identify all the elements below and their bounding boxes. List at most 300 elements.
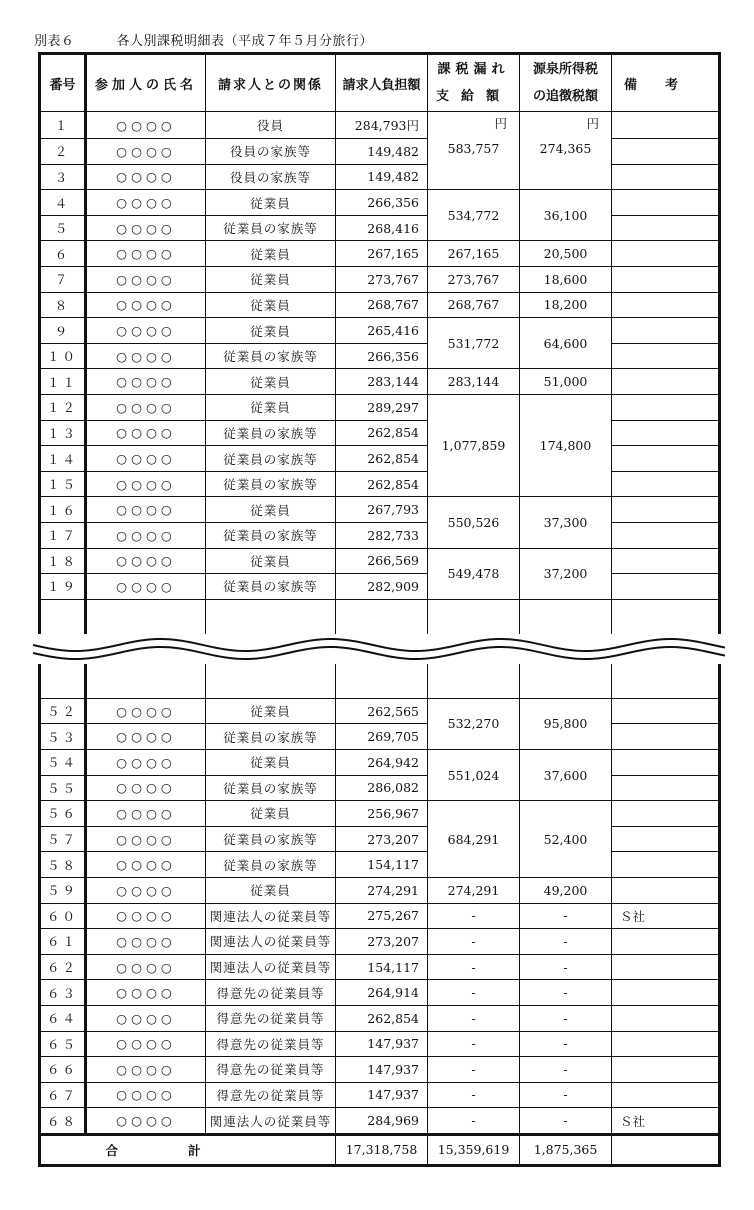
relation-to-claimant: 従業員	[206, 369, 336, 395]
relation-to-claimant: 従業員	[206, 267, 336, 293]
blank-cell	[40, 599, 86, 637]
row-number: １	[40, 112, 86, 139]
remarks-cell	[612, 749, 720, 775]
table-row	[40, 954, 720, 980]
remarks-cell	[612, 548, 720, 574]
participant-name: ○○○○	[86, 497, 206, 523]
remarks-cell	[612, 1057, 720, 1083]
claimant-burden-amount: 149,482	[336, 164, 428, 190]
taxable-amount: 551,024	[428, 749, 520, 800]
row-number: ５４	[40, 749, 86, 775]
claimant-burden-amount: 273,767	[336, 267, 428, 293]
withholding-tax-amount: 37,300	[520, 497, 612, 548]
relation-to-claimant: 役員	[206, 112, 336, 139]
claimant-burden-amount: 262,854	[336, 1005, 428, 1031]
relation-to-claimant: 従業員	[206, 395, 336, 421]
row-number: １７	[40, 523, 86, 549]
claimant-burden-amount: 154,117	[336, 852, 428, 878]
relation-to-claimant: 従業員の家族等	[206, 446, 336, 472]
claimant-burden-amount: 147,937	[336, 1031, 428, 1057]
row-number: １３	[40, 420, 86, 446]
relation-to-claimant: 得意先の従業員等	[206, 1031, 336, 1057]
total-withholding: 1,875,365	[520, 1134, 612, 1165]
remarks-cell	[612, 980, 720, 1006]
participant-name: ○○○○	[86, 826, 206, 852]
table-row	[40, 1108, 720, 1135]
blank-cell	[206, 599, 336, 637]
relation-to-claimant: 関連法人の従業員等	[206, 903, 336, 929]
participant-name: ○○○○	[86, 1005, 206, 1031]
remarks-cell	[612, 523, 720, 549]
participant-name: ○○○○	[86, 980, 206, 1006]
table-row	[40, 164, 720, 190]
participant-name: ○○○○	[86, 903, 206, 929]
taxable-amount: 267,165	[428, 241, 520, 267]
withholding-tax-amount: 18,600	[520, 267, 612, 293]
remarks-cell	[612, 954, 720, 980]
taxable-amount: 1,077,859	[428, 395, 520, 497]
claimant-burden-amount: 266,356	[336, 190, 428, 216]
taxable-amount: -	[428, 980, 520, 1006]
table-row	[40, 395, 720, 421]
relation-to-claimant: 従業員	[206, 749, 336, 775]
row-number: ６４	[40, 1005, 86, 1031]
yen-unit: 円	[428, 112, 520, 139]
header-withholding-line2: の追徴税額	[532, 89, 598, 104]
row-number: ６２	[40, 954, 86, 980]
blank-cell	[206, 661, 336, 699]
taxable-amount: 550,526	[428, 497, 520, 548]
remarks-cell	[612, 446, 720, 472]
row-number: ６０	[40, 903, 86, 929]
remarks-cell	[612, 395, 720, 421]
remarks-cell	[612, 724, 720, 750]
total-label: 合計	[40, 1134, 336, 1165]
relation-to-claimant: 従業員の家族等	[206, 826, 336, 852]
taxable-amount: -	[428, 929, 520, 955]
withholding-tax-amount: -	[520, 954, 612, 980]
remarks-cell	[612, 1031, 720, 1057]
taxable-amount: 684,291	[428, 801, 520, 878]
participant-name: ○○○○	[86, 267, 206, 293]
table-row	[40, 1082, 720, 1108]
row-number: ６６	[40, 1057, 86, 1083]
relation-to-claimant: 従業員	[206, 548, 336, 574]
relation-to-claimant: 関連法人の従業員等	[206, 1108, 336, 1135]
row-number: １４	[40, 446, 86, 472]
remarks-cell	[612, 929, 720, 955]
taxable-amount: 268,767	[428, 292, 520, 318]
row-number: ６１	[40, 929, 86, 955]
table-row	[40, 471, 720, 497]
table-row	[40, 801, 720, 827]
table-row	[40, 929, 720, 955]
relation-to-claimant: 得意先の従業員等	[206, 1082, 336, 1108]
table-row	[40, 980, 720, 1006]
taxable-amount: 273,767	[428, 267, 520, 293]
table-header-row	[40, 54, 720, 112]
table-row	[40, 852, 720, 878]
row-number: ５	[40, 215, 86, 241]
withholding-tax-amount: -	[520, 903, 612, 929]
blank-cell	[86, 661, 206, 699]
participant-name: ○○○○	[86, 292, 206, 318]
withholding-tax-amount: -	[520, 1057, 612, 1083]
participant-name: ○○○○	[86, 877, 206, 903]
table-row	[40, 903, 720, 929]
relation-to-claimant: 従業員の家族等	[206, 852, 336, 878]
withholding-tax-amount: -	[520, 1082, 612, 1108]
claimant-burden-amount: 273,207	[336, 826, 428, 852]
claimant-burden-amount: 147,937	[336, 1082, 428, 1108]
participant-name: ○○○○	[86, 724, 206, 750]
table-row	[40, 112, 720, 139]
claimant-burden-amount: 149,482	[336, 139, 428, 165]
relation-to-claimant: 従業員の家族等	[206, 724, 336, 750]
table-row	[40, 267, 720, 293]
row-number: ７	[40, 267, 86, 293]
total-taxable: 15,359,619	[428, 1134, 520, 1165]
participant-name: ○○○○	[86, 139, 206, 165]
participant-name: ○○○○	[86, 215, 206, 241]
caption-title: 各人別課税明細表（平成７年５月分旅行）	[116, 34, 374, 49]
remarks-cell	[612, 698, 720, 724]
header-name: 参加人の氏名	[86, 54, 206, 112]
total-burden: 17,318,758	[336, 1134, 428, 1165]
participant-name: ○○○○	[86, 446, 206, 472]
total-remarks	[612, 1134, 720, 1165]
claimant-burden-amount: 284,793円	[336, 112, 428, 139]
withholding-tax-amount: 49,200	[520, 877, 612, 903]
remarks-cell	[612, 190, 720, 216]
blank-cell	[86, 599, 206, 637]
wave-line-lower	[33, 647, 725, 659]
participant-name: ○○○○	[86, 369, 206, 395]
remarks-cell	[612, 1082, 720, 1108]
claimant-burden-amount: 286,082	[336, 775, 428, 801]
participant-name: ○○○○	[86, 1082, 206, 1108]
blank-cell	[520, 599, 612, 637]
withholding-tax-amount: 64,600	[520, 318, 612, 369]
row-number: ５３	[40, 724, 86, 750]
relation-to-claimant: 従業員の家族等	[206, 343, 336, 369]
row-number: １２	[40, 395, 86, 421]
table-row	[40, 497, 720, 523]
claimant-burden-amount: 283,144	[336, 369, 428, 395]
row-number: ５２	[40, 698, 86, 724]
participant-name: ○○○○	[86, 852, 206, 878]
row-number: ５７	[40, 826, 86, 852]
table-row	[40, 446, 720, 472]
claimant-burden-amount: 256,967	[336, 801, 428, 827]
table-row	[40, 523, 720, 549]
claimant-burden-amount: 262,854	[336, 420, 428, 446]
relation-to-claimant: 従業員	[206, 877, 336, 903]
participant-name: ○○○○	[86, 1108, 206, 1135]
row-number: ９	[40, 318, 86, 344]
remarks-cell	[612, 471, 720, 497]
blank-cell	[336, 599, 428, 637]
table-row	[40, 574, 720, 600]
claimant-burden-amount: 154,117	[336, 954, 428, 980]
table-row	[40, 139, 720, 165]
table-row	[40, 343, 720, 369]
taxable-amount: -	[428, 1082, 520, 1108]
remarks-cell	[612, 215, 720, 241]
row-number: ５５	[40, 775, 86, 801]
remarks-cell: Ｓ社	[612, 903, 720, 929]
total-row	[40, 1134, 720, 1165]
row-number: １９	[40, 574, 86, 600]
participant-name: ○○○○	[86, 548, 206, 574]
remarks-cell	[612, 343, 720, 369]
claimant-burden-amount: 268,767	[336, 292, 428, 318]
claimant-burden-amount: 268,416	[336, 215, 428, 241]
claimant-burden-amount: 262,854	[336, 446, 428, 472]
table-row	[40, 826, 720, 852]
participant-name: ○○○○	[86, 420, 206, 446]
relation-to-claimant: 従業員の家族等	[206, 215, 336, 241]
row-number: １０	[40, 343, 86, 369]
remarks-cell	[612, 852, 720, 878]
taxable-amount: -	[428, 954, 520, 980]
relation-to-claimant: 得意先の従業員等	[206, 980, 336, 1006]
taxable-amount: 531,772	[428, 318, 520, 369]
relation-to-claimant: 従業員の家族等	[206, 574, 336, 600]
row-number: ４	[40, 190, 86, 216]
withholding-tax-amount: -	[520, 929, 612, 955]
table-row	[40, 548, 720, 574]
participant-name: ○○○○	[86, 318, 206, 344]
participant-name: ○○○○	[86, 775, 206, 801]
gap-row	[40, 661, 720, 699]
claimant-burden-amount: 284,969	[336, 1108, 428, 1135]
taxable-amount: 532,270	[428, 698, 520, 749]
table-row	[40, 877, 720, 903]
relation-to-claimant: 従業員の家族等	[206, 523, 336, 549]
participant-name: ○○○○	[86, 164, 206, 190]
taxable-amount: 534,772	[428, 190, 520, 241]
taxable-amount: 283,144	[428, 369, 520, 395]
table-row	[40, 292, 720, 318]
claimant-burden-amount: 274,291	[336, 877, 428, 903]
tax-detail-table	[38, 52, 721, 1167]
blank-cell	[520, 661, 612, 699]
withholding-tax-amount: -	[520, 980, 612, 1006]
remarks-cell	[612, 318, 720, 344]
gap-row	[40, 599, 720, 637]
blank-cell	[336, 661, 428, 699]
blank-cell	[428, 599, 520, 637]
participant-name: ○○○○	[86, 395, 206, 421]
row-number: ３	[40, 164, 86, 190]
relation-to-claimant: 従業員	[206, 190, 336, 216]
taxable-amount: -	[428, 1031, 520, 1057]
header-relation: 請求人との関係	[206, 54, 336, 112]
header-taxable-line1: 課税漏れ	[437, 62, 510, 77]
participant-name: ○○○○	[86, 1057, 206, 1083]
header-withholding	[520, 54, 612, 112]
table-row	[40, 1031, 720, 1057]
claimant-burden-amount: 264,942	[336, 749, 428, 775]
claimant-burden-amount: 264,914	[336, 980, 428, 1006]
participant-name: ○○○○	[86, 241, 206, 267]
participant-name: ○○○○	[86, 801, 206, 827]
header-withholding-line1: 源泉所得税	[532, 62, 598, 77]
relation-to-claimant: 従業員	[206, 801, 336, 827]
row-number: ５９	[40, 877, 86, 903]
withholding-tax-amount: -	[520, 1108, 612, 1135]
claimant-burden-amount: 289,297	[336, 395, 428, 421]
blank-cell	[612, 661, 720, 699]
table-row	[40, 190, 720, 216]
claimant-burden-amount: 273,207	[336, 929, 428, 955]
relation-to-claimant: 従業員の家族等	[206, 775, 336, 801]
row-number: ６３	[40, 980, 86, 1006]
participant-name: ○○○○	[86, 523, 206, 549]
participant-name: ○○○○	[86, 1031, 206, 1057]
claimant-burden-amount: 262,565	[336, 698, 428, 724]
row-number: １５	[40, 471, 86, 497]
row-number: ２	[40, 139, 86, 165]
header-remarks: 備考	[612, 54, 720, 112]
withholding-tax-amount: 52,400	[520, 801, 612, 878]
table-row	[40, 318, 720, 344]
table-row	[40, 775, 720, 801]
participant-name: ○○○○	[86, 954, 206, 980]
row-number: ８	[40, 292, 86, 318]
row-number: ６７	[40, 1082, 86, 1108]
withholding-tax-amount: 37,600	[520, 749, 612, 800]
participant-name: ○○○○	[86, 471, 206, 497]
withholding-tax-amount: 274,365	[520, 139, 612, 190]
table-row	[40, 241, 720, 267]
row-number: ６	[40, 241, 86, 267]
table-row	[40, 215, 720, 241]
table-row	[40, 420, 720, 446]
row-number: ６５	[40, 1031, 86, 1057]
row-number: １１	[40, 369, 86, 395]
relation-to-claimant: 得意先の従業員等	[206, 1005, 336, 1031]
relation-to-claimant: 関連法人の従業員等	[206, 929, 336, 955]
table-row	[40, 1005, 720, 1031]
remarks-cell	[612, 574, 720, 600]
participant-name: ○○○○	[86, 112, 206, 139]
taxable-amount: 549,478	[428, 548, 520, 599]
claimant-burden-amount: 147,937	[336, 1057, 428, 1083]
claimant-burden-amount: 266,356	[336, 343, 428, 369]
table-row	[40, 749, 720, 775]
participant-name: ○○○○	[86, 749, 206, 775]
blank-cell	[428, 661, 520, 699]
withholding-tax-amount: 37,200	[520, 548, 612, 599]
taxable-amount: -	[428, 1005, 520, 1031]
withholding-tax-amount: 51,000	[520, 369, 612, 395]
relation-to-claimant: 従業員	[206, 698, 336, 724]
remarks-cell	[612, 267, 720, 293]
relation-to-claimant: 関連法人の従業員等	[206, 954, 336, 980]
taxable-amount: 274,291	[428, 877, 520, 903]
table-caption	[34, 30, 415, 49]
withholding-tax-amount: 20,500	[520, 241, 612, 267]
claimant-burden-amount: 269,705	[336, 724, 428, 750]
participant-name: ○○○○	[86, 190, 206, 216]
remarks-cell	[612, 1005, 720, 1031]
yen-unit: 円	[520, 112, 612, 139]
remarks-cell	[612, 801, 720, 827]
relation-to-claimant: 従業員	[206, 241, 336, 267]
claimant-burden-amount: 262,854	[336, 471, 428, 497]
claimant-burden-amount: 282,733	[336, 523, 428, 549]
remarks-cell: Ｓ社	[612, 1108, 720, 1135]
remarks-cell	[612, 241, 720, 267]
claimant-burden-amount: 265,416	[336, 318, 428, 344]
withholding-tax-amount: 18,200	[520, 292, 612, 318]
blank-cell	[40, 661, 86, 699]
taxable-amount: 583,757	[428, 139, 520, 190]
withholding-tax-amount: 36,100	[520, 190, 612, 241]
row-number: １８	[40, 548, 86, 574]
row-number: １６	[40, 497, 86, 523]
header-no: 番号	[40, 54, 86, 112]
participant-name: ○○○○	[86, 929, 206, 955]
participant-name: ○○○○	[86, 698, 206, 724]
row-number: ６８	[40, 1108, 86, 1135]
withholding-tax-amount: -	[520, 1031, 612, 1057]
remarks-cell	[612, 369, 720, 395]
row-number: ５８	[40, 852, 86, 878]
taxable-amount: -	[428, 1108, 520, 1135]
claimant-burden-amount: 275,267	[336, 903, 428, 929]
header-taxable	[428, 54, 520, 112]
table-row	[40, 724, 720, 750]
claimant-burden-amount: 267,793	[336, 497, 428, 523]
relation-to-claimant: 得意先の従業員等	[206, 1057, 336, 1083]
table-row	[40, 698, 720, 724]
remarks-cell	[612, 139, 720, 165]
relation-to-claimant: 従業員の家族等	[206, 420, 336, 446]
relation-to-claimant: 従業員	[206, 497, 336, 523]
remarks-cell	[612, 112, 720, 139]
claimant-burden-amount: 267,165	[336, 241, 428, 267]
header-taxable-line2: 支給額	[435, 89, 511, 104]
claimant-burden-amount: 266,569	[336, 548, 428, 574]
header-burden: 請求人負担額	[336, 54, 428, 112]
participant-name: ○○○○	[86, 343, 206, 369]
wave-break-graphic	[33, 634, 726, 664]
withholding-tax-amount: 174,800	[520, 395, 612, 497]
remarks-cell	[612, 497, 720, 523]
taxable-amount: -	[428, 1057, 520, 1083]
relation-to-claimant: 役員の家族等	[206, 139, 336, 165]
withholding-tax-amount: 95,800	[520, 698, 612, 749]
remarks-cell	[612, 292, 720, 318]
row-number: ５６	[40, 801, 86, 827]
remarks-cell	[612, 164, 720, 190]
claimant-burden-amount: 282,909	[336, 574, 428, 600]
blank-cell	[612, 599, 720, 637]
relation-to-claimant: 従業員	[206, 318, 336, 344]
relation-to-claimant: 役員の家族等	[206, 164, 336, 190]
remarks-cell	[612, 877, 720, 903]
remarks-cell	[612, 775, 720, 801]
caption-label: 別表６	[34, 34, 75, 49]
table-row	[40, 1057, 720, 1083]
table-row	[40, 369, 720, 395]
relation-to-claimant: 従業員の家族等	[206, 471, 336, 497]
remarks-cell	[612, 826, 720, 852]
taxable-amount: -	[428, 903, 520, 929]
